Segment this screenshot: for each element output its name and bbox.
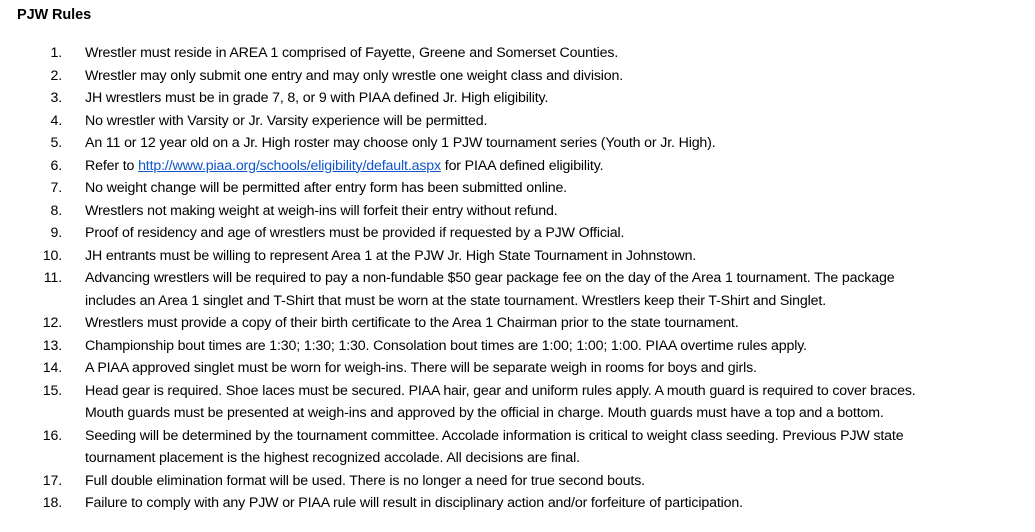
rule-number: 12. — [42, 315, 62, 331]
rule-text: Wrestler may only submit one entry and may only wrestle one weight class and division. — [85, 67, 624, 84]
rule-text: A PIAA approved singlet must be worn for weigh-ins. There will be separate weigh in rooms for boys and girls. — [85, 360, 757, 376]
rule-item-9 — [0, 222, 1035, 245]
rule-number: 7. — [50, 180, 62, 196]
rule-item-11 — [0, 267, 1035, 312]
rule-number: 6. — [50, 157, 62, 174]
rule-number: 18. — [42, 495, 62, 511]
rule-number: 4. — [50, 112, 62, 129]
rule-text: Wrestlers not making weight at weigh-ins will forfeit their entry without refund. — [85, 202, 558, 219]
rule-text-suffix: for PIAA defined eligibility. — [440, 157, 604, 174]
rule-number: 13. — [42, 337, 62, 354]
rule-text-prefix: Refer to — [85, 157, 139, 174]
rule-item-7 — [0, 177, 1035, 200]
rule-item-17 — [0, 470, 1035, 493]
rule-number: 10. — [42, 247, 62, 264]
rule-item-14 — [0, 357, 1035, 380]
rule-number: 14. — [42, 360, 62, 376]
rule-text: Proof of residency and age of wrestlers must be provided if requested by a PJW Official. — [85, 225, 625, 241]
rule-text: Wrestlers must provide a copy of their birth certificate to the Area 1 Chairman prior to the state tournament. — [85, 315, 739, 331]
page-title: PJW Rules — [17, 7, 92, 23]
rule-text: An 11 or 12 year old on a Jr. High roster may choose only 1 PJW tournament series (Youth or Jr. High). — [85, 135, 716, 151]
rules-list — [0, 42, 1035, 515]
rule-text: Championship bout times are 1:30; 1:30; 1:30. Consolation bout times are 1:00; 1:00; 1:00. PIAA overtime rules apply. — [85, 337, 807, 354]
rule-text: JH entrants must be willing to represent Area 1 at the PJW Jr. High State Tournament in Johnstown. — [85, 247, 697, 264]
rule-number: 1. — [50, 45, 62, 61]
rule-item-5 — [0, 132, 1035, 155]
rule-number: 11. — [43, 270, 62, 286]
rule-text: Head gear is required. Shoe laces must be secured. PIAA hair, gear and uniform rules apply. A mouth guard is required to cover braces. Mouth guards must be presented at weigh-ins and approved by the official in charge. Mouth guards must have a top and a bottom. — [85, 382, 916, 421]
piaa-eligibility-link[interactable]: http://www.piaa.org/schools/eligibility/default.aspx — [138, 157, 441, 174]
rule-item-1 — [0, 42, 1035, 65]
rule-item-18 — [0, 492, 1035, 515]
rule-number: 15. — [42, 382, 62, 399]
rule-number: 3. — [50, 90, 62, 106]
rule-number: 8. — [50, 202, 62, 219]
rule-item-8 — [0, 200, 1035, 223]
rule-text: No weight change will be permitted after entry form has been submitted online. — [85, 180, 567, 196]
rule-number: 17. — [42, 472, 62, 489]
rule-item-13 — [0, 335, 1035, 358]
rule-text: Advancing wrestlers will be required to pay a non-fundable $50 gear package fee on the day of the Area 1 tournament. The package includes an Area 1 singlet and T-Shirt that must be worn at the state tournament. Wrestlers keep their T-Shirt and Singlet. — [85, 270, 895, 309]
rule-number: 9. — [50, 225, 62, 241]
rule-text: Full double elimination format will be used. There is no longer a need for true second bouts. — [85, 472, 645, 489]
rule-item-16 — [0, 425, 1035, 470]
rule-text: JH wrestlers must be in grade 7, 8, or 9 with PIAA defined Jr. High eligibility. — [85, 90, 549, 106]
rule-text: Seeding will be determined by the tournament committee. Accolade information is critical to weight class seeding. Previous PJW state tournament placement is the highest recognized accolade. All decisions are final. — [85, 427, 904, 466]
rule-text — [85, 155, 603, 178]
rule-text: Failure to comply with any PJW or PIAA rule will result in disciplinary action and/or forfeiture of participation. — [85, 495, 743, 511]
rule-item-2 — [0, 65, 1035, 88]
rule-item-10 — [0, 245, 1035, 268]
rule-item-3 — [0, 87, 1035, 110]
rule-item-4 — [0, 110, 1035, 133]
rule-number: 2. — [50, 67, 62, 84]
rule-item-12 — [0, 312, 1035, 335]
rule-text: Wrestler must reside in AREA 1 comprised of Fayette, Greene and Somerset Counties. — [85, 45, 619, 61]
rule-item-6 — [0, 155, 1035, 178]
rule-text: No wrestler with Varsity or Jr. Varsity experience will be permitted. — [85, 112, 488, 129]
rule-number: 5. — [50, 135, 62, 151]
rule-number: 16. — [42, 427, 62, 444]
rule-item-15 — [0, 380, 1035, 425]
